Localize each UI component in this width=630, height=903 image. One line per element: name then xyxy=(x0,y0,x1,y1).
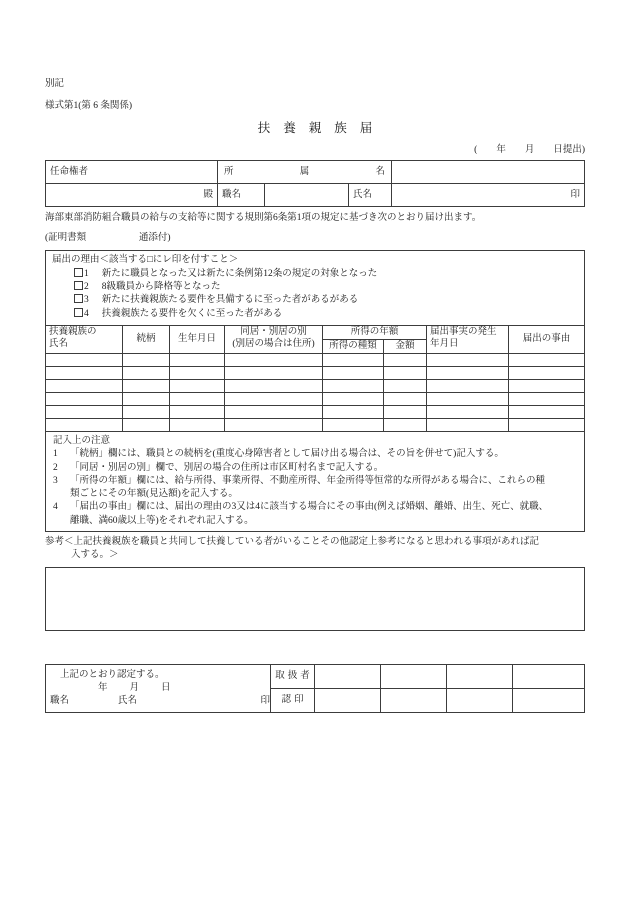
cell-income-type[interactable] xyxy=(323,392,384,405)
col-header-residence-line2: (別居の場合は住所) xyxy=(232,339,315,350)
appointer-table xyxy=(45,160,585,207)
certification-month-label: 月 xyxy=(129,683,140,694)
col-header-notification-reason: 届出の事由 xyxy=(509,326,585,354)
cell-income-type[interactable] xyxy=(323,379,384,392)
certification-cell xyxy=(46,664,271,712)
cell-relation[interactable] xyxy=(123,366,170,379)
instruction-text-3: 「所得の年額」欄には、給与所得、事業所得、不動産所得、年金所得等恒常的な所得がある場合に、これらの種 xyxy=(70,476,546,487)
table-row xyxy=(46,161,585,184)
table-row xyxy=(46,353,585,366)
cell-income-amount[interactable] xyxy=(384,353,427,366)
cell-event-date[interactable] xyxy=(427,353,509,366)
instruction-text-3-cont: 類ごとにその年額(見込額)を記入する。 xyxy=(70,489,238,500)
reference-note xyxy=(45,536,585,562)
cell-residence[interactable] xyxy=(225,405,323,418)
cell-residence[interactable] xyxy=(225,392,323,405)
reason-text-4: 扶養親族たる要件を欠くに至った者がある xyxy=(101,308,283,319)
cell-income-type[interactable] xyxy=(323,353,384,366)
certifier-name-label: 氏名 xyxy=(118,695,138,706)
instruction-item-4 xyxy=(53,501,578,514)
submission-date-line: ( 年 月 日提出) xyxy=(474,144,585,155)
cell-residence[interactable] xyxy=(225,379,323,392)
dono-label: 殿 xyxy=(203,189,213,200)
checkbox-icon[interactable] xyxy=(74,281,83,290)
checkbox-icon[interactable] xyxy=(74,308,83,317)
reason-option-2[interactable] xyxy=(74,281,578,294)
instruction-text-2: 「同居・別居の別」欄で、別居の場合の住所は市区町村名まで記入する。 xyxy=(70,462,384,473)
instruction-number-2: 2 xyxy=(53,462,58,473)
cell-notification-reason[interactable] xyxy=(509,366,585,379)
table-header-row xyxy=(46,326,585,340)
proof-open-label: (証明書類 xyxy=(45,233,87,244)
cell-event-date[interactable] xyxy=(427,379,509,392)
seal-field-3[interactable] xyxy=(447,688,513,712)
table-row xyxy=(46,379,585,392)
form-page xyxy=(45,78,585,713)
appendix-label: 別記 xyxy=(45,79,65,89)
table-row xyxy=(46,392,585,405)
table-row xyxy=(46,664,585,688)
table-row xyxy=(46,184,585,207)
dependents-table xyxy=(45,325,585,432)
cell-dependent-name[interactable] xyxy=(46,353,123,366)
handler-signature-field-1[interactable] xyxy=(315,664,381,688)
seal-field-1[interactable] xyxy=(315,688,381,712)
cell-birthdate[interactable] xyxy=(170,418,225,431)
table-row xyxy=(46,405,585,418)
cell-event-date[interactable] xyxy=(427,392,509,405)
reason-option-4[interactable] xyxy=(74,308,578,321)
cell-dependent-name[interactable] xyxy=(46,379,123,392)
col-header-event-date xyxy=(427,326,509,354)
cell-income-amount[interactable] xyxy=(384,405,427,418)
person-name-label-cell xyxy=(349,184,392,207)
handler-signature-field-2[interactable] xyxy=(381,664,447,688)
person-name-value-field[interactable] xyxy=(392,184,585,207)
person-name-label: 氏名 xyxy=(353,189,373,200)
cell-income-amount[interactable] xyxy=(384,379,427,392)
instruction-item-3 xyxy=(53,475,578,488)
seal-label-cell: 認印 xyxy=(271,688,315,712)
col-header-birthdate: 生年月日 xyxy=(170,326,225,354)
reason-heading: 届出の理由＜該当する□にレ印を付すこと＞ xyxy=(52,254,239,265)
appointer-label-cell xyxy=(46,161,218,184)
instructions-title: 記入上の注意 xyxy=(53,435,111,446)
reason-option-3[interactable] xyxy=(74,294,578,307)
cell-dependent-name[interactable] xyxy=(46,366,123,379)
checkbox-icon[interactable] xyxy=(74,268,83,277)
instruction-number-1: 1 xyxy=(53,449,58,460)
certifier-job-label: 職名 xyxy=(50,695,70,706)
cell-birthdate[interactable] xyxy=(170,366,225,379)
affiliation-label-2: 属 xyxy=(299,166,310,177)
cell-income-amount[interactable] xyxy=(384,392,427,405)
instruction-number-3: 3 xyxy=(53,476,58,487)
reference-line-1: 参考＜上記扶養親族を職員と共同して扶養している者がいることその他認定上参考になると思われる事項があれば記 xyxy=(45,537,540,548)
reason-number-4: 4 xyxy=(84,308,89,319)
cell-relation[interactable] xyxy=(123,379,170,392)
col-header-income-type: 所得の種類 xyxy=(323,339,384,353)
cell-dependent-name[interactable] xyxy=(46,418,123,431)
handler-signature-field-3[interactable] xyxy=(447,664,513,688)
instruction-text-4-cont: 離職、満60歳以上等)をそれぞれ記入する。 xyxy=(70,515,254,526)
cell-residence[interactable] xyxy=(225,366,323,379)
affiliation-label-1: 所 xyxy=(224,166,234,177)
approval-section xyxy=(45,664,585,713)
proof-documents-line xyxy=(45,232,585,245)
cell-dependent-name[interactable] xyxy=(46,392,123,405)
seal-field-4[interactable] xyxy=(513,688,585,712)
dependents-table-body xyxy=(46,353,585,431)
col-header-event-date-line2: 年月日 xyxy=(430,339,459,350)
cell-event-date[interactable] xyxy=(427,405,509,418)
reference-input-area[interactable] xyxy=(45,567,585,631)
instructions-section xyxy=(45,432,585,533)
cell-income-type[interactable] xyxy=(323,405,384,418)
job-title-value-field[interactable] xyxy=(265,184,349,207)
instruction-item-1 xyxy=(53,448,578,461)
certification-day-label: 日 xyxy=(161,683,171,694)
cell-birthdate[interactable] xyxy=(170,379,225,392)
reason-number-2: 2 xyxy=(84,282,89,293)
reason-number-1: 1 xyxy=(84,268,89,279)
cell-income-amount[interactable] xyxy=(384,418,427,431)
col-header-dependent-name xyxy=(46,326,123,354)
cell-birthdate[interactable] xyxy=(170,405,225,418)
cell-birthdate[interactable] xyxy=(170,353,225,366)
job-title-label: 職名 xyxy=(222,189,242,200)
cell-residence[interactable] xyxy=(225,353,323,366)
cell-income-type[interactable] xyxy=(323,418,384,431)
cell-relation[interactable] xyxy=(123,353,170,366)
cell-residence[interactable] xyxy=(225,418,323,431)
job-title-label-cell xyxy=(218,184,265,207)
checkbox-icon[interactable] xyxy=(74,294,83,303)
cell-notification-reason[interactable] xyxy=(509,418,585,431)
col-header-dependent-name-line2: 氏名 xyxy=(49,339,69,350)
cell-notification-reason[interactable] xyxy=(509,405,585,418)
cell-dependent-name[interactable] xyxy=(46,405,123,418)
reason-number-3: 3 xyxy=(84,295,89,306)
cell-event-date[interactable] xyxy=(427,418,509,431)
approval-table xyxy=(45,664,585,713)
affiliation-header-cell xyxy=(218,161,392,184)
col-header-income-amount: 金額 xyxy=(384,339,427,353)
instruction-number-4: 4 xyxy=(53,502,58,513)
col-header-dependent-name-line1: 扶養親族の xyxy=(49,327,97,338)
cell-event-date[interactable] xyxy=(427,366,509,379)
cell-notification-reason[interactable] xyxy=(509,392,585,405)
certification-signature-line xyxy=(46,695,270,708)
instruction-text-1: 「続柄」欄には、職員との続柄を(重度心身障害者として届け出る場合は、その旨を併せて)記入する。 xyxy=(70,449,504,460)
reason-text-2: 8級職員から降格等となった xyxy=(101,282,221,293)
certification-date-line xyxy=(46,682,270,695)
page-title: 扶養親族届 xyxy=(257,120,386,135)
handler-label-cell: 取扱者 xyxy=(271,664,315,688)
reason-section xyxy=(45,250,585,325)
col-header-residence-line1: 同居・別居の別 xyxy=(240,327,307,338)
cell-income-type[interactable] xyxy=(323,366,384,379)
col-header-relation: 続柄 xyxy=(123,326,170,354)
col-header-event-date-line1: 届出事実の発生 xyxy=(430,327,497,338)
proof-close-label: 通添付) xyxy=(138,233,171,244)
seal-field-2[interactable] xyxy=(381,688,447,712)
form-number: 様式第1(第 6 条関係) xyxy=(45,100,133,111)
certification-statement: 上記のとおり認定する。 xyxy=(60,670,165,681)
handler-signature-field-4[interactable] xyxy=(513,664,585,688)
regulation-statement: 海部東部消防組合職員の給与の支給等に関する規則第6条第1項の規定に基づき次のとおり届け出ます。 xyxy=(45,213,482,224)
affiliation-label-3: 名 xyxy=(375,166,386,177)
appointer-label: 任命権者 xyxy=(50,166,89,177)
reference-line-2: 入する。＞ xyxy=(71,550,119,561)
cell-notification-reason[interactable] xyxy=(509,379,585,392)
instruction-text-4: 「届出の事由」欄には、届出の理由の3又は4に該当する場合にその事由(例えば婚姻、離婚、出生、死亡、就職、 xyxy=(70,502,549,513)
cell-income-amount[interactable] xyxy=(384,366,427,379)
affiliation-value-field[interactable] xyxy=(392,161,585,184)
reason-text-1: 新たに職員となった又は新たに条例第12条の規定の対象となった xyxy=(101,268,378,279)
cell-relation[interactable] xyxy=(123,392,170,405)
instruction-item-2 xyxy=(53,462,578,475)
seal-mark: 印 xyxy=(570,189,580,200)
table-row xyxy=(46,366,585,379)
reason-text-3: 新たに扶養親族たる要件を具備するに至った者があるがある xyxy=(101,295,359,306)
col-header-income-group: 所得の年額 xyxy=(323,326,427,340)
cell-notification-reason[interactable] xyxy=(509,353,585,366)
certifier-seal-label: 印 xyxy=(260,695,270,706)
col-header-residence xyxy=(225,326,323,354)
cell-relation[interactable] xyxy=(123,405,170,418)
reason-option-1[interactable] xyxy=(74,268,578,281)
certification-year-label: 年 xyxy=(98,683,108,694)
cell-birthdate[interactable] xyxy=(170,392,225,405)
dono-cell xyxy=(46,184,218,207)
table-row xyxy=(46,418,585,431)
cell-relation[interactable] xyxy=(123,418,170,431)
